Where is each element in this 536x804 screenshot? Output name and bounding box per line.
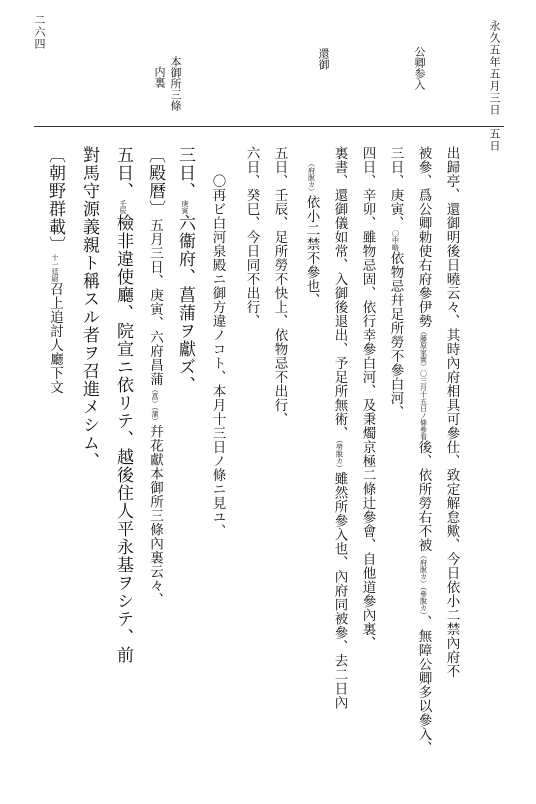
margin-note-hon-gosho: 本御所三條: [169, 56, 182, 111]
text-line-chouya-gunsai: 〔朝野群載〕十一廷尉召上追討人廳下文: [45, 146, 65, 394]
entry-heading-3rd: 三日、庚寅六衞府、菖蒲ヲ獻ズ、: [175, 146, 195, 394]
annotation: 壬辰: [119, 200, 127, 214]
text-line-7: 五日、壬辰、足所勞不快上、依物忌不出行、: [271, 146, 288, 426]
entry-heading-5th: 五日、壬辰檢非違使廳、院宣ニ依リテ、越後住人平永基ヲシテ、前: [113, 146, 133, 664]
editorial-note: 〇再ビ白河泉殿ニ御方違ノコト、本月十三日ノ條ニ見ユ、: [209, 174, 226, 538]
annotation: （菖）（蒲）: [151, 386, 159, 425]
running-title: 永久五年五月三日 五日: [488, 20, 501, 152]
text-line-3: 三日、庚寅、〇中略依物忌幷足所勞不參白河、: [387, 146, 404, 419]
annotation: 〇中略: [391, 230, 400, 251]
margin-note-kangyo: 還御: [317, 48, 330, 70]
page-number: 二六四: [33, 14, 46, 50]
margin-note-kugyo-sannyu: 公卿参入: [413, 46, 426, 90]
text-line-4: 四日、辛卯、雖物忌固、依行幸參白河、及秉燭京極二條辻參會、自他道參內裏、: [359, 146, 376, 650]
entry-heading-5th-cont: 對馬守源義親ト稱スル者ヲ召進メシム、: [79, 146, 99, 470]
annotation: （勞脫カ）: [335, 440, 344, 472]
annotation: （藤原家實）〇三月十五日ノ條參看: [419, 328, 428, 440]
header-rule: [34, 126, 504, 127]
annotation: （府脫カ）（參脫カ）: [419, 552, 428, 615]
text-line-8: 六日、癸巳、今日同不出行、: [243, 146, 260, 328]
annotation: （府脫カ）: [307, 160, 316, 195]
margin-note-dairi: 内裏: [153, 66, 166, 88]
annotation: 十一廷尉: [51, 254, 59, 282]
source-title: 〔朝野群載〕: [45, 146, 65, 254]
text-line-2: 被參、爲公卿勅使右府參伊勢（藤原家實）〇三月十五日ノ條參看後、依所勞右不被（府脫カ）（參脫カ）、無障公卿多以參入、: [415, 146, 432, 755]
source-title: 〔殿曆〕: [145, 146, 165, 218]
annotation: 庚寅: [181, 200, 189, 214]
text-line-6: （府脫カ）依小二禁不參也、: [303, 160, 320, 307]
text-line-1: 出歸亭、還御明後日曉云々、其時內府相具可參仕、致定解怠歟、今日依小二禁內府不: [443, 146, 460, 678]
text-line-5: 裏書、還御儀如常、入御後退出、予足所無術、（勞脫カ）雖然所參入也、內府同被參、去二日內: [331, 146, 348, 710]
text-line-denryaku: 〔殿曆〕五月三日、庚寅、六府昌蒲（菖）（蒲）幷花獻本御所三條內裏云々、: [145, 146, 165, 607]
